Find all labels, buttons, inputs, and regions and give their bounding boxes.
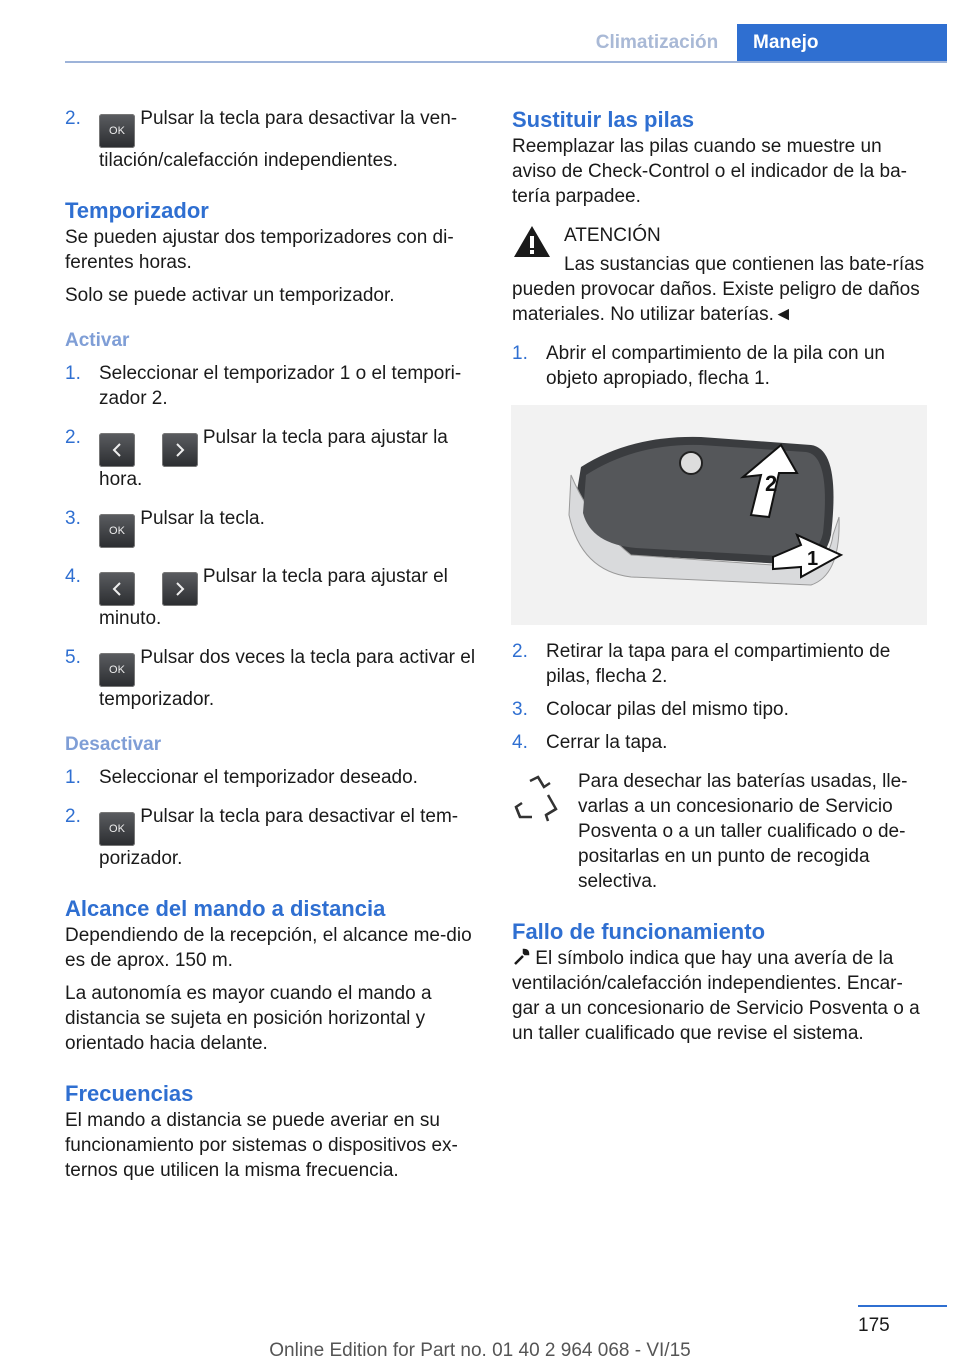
chevron-right-key-icon	[162, 433, 198, 467]
footer-rule	[858, 1305, 947, 1307]
recycle-text: Para desechar las baterías usadas, lle-varlas a un concesionario de Servicio Posventa o a un taller cualificado o de-positarlas en un punto de recogida selectiva.	[578, 771, 908, 892]
section-title-temporizador: Temporizador	[65, 198, 209, 223]
chevron-left-key-icon	[99, 572, 135, 606]
paragraph: Se pueden ajustar dos temporizadores con di-ferentes horas.	[65, 227, 454, 273]
ok-key-icon: OK	[99, 514, 135, 548]
list-item	[512, 639, 927, 689]
left-column	[65, 106, 480, 1183]
paragraph: Solo se puede activar un temporizador.	[65, 285, 395, 306]
subsection-title-desactivar: Desactivar	[65, 734, 162, 755]
section-title-alcance: Alcance del mando a distancia	[65, 896, 386, 921]
list-number: 4.	[65, 566, 81, 587]
list-text: Retirar la tapa para el compartimiento de pilas, flecha 2.	[546, 641, 891, 687]
list-item	[65, 506, 480, 556]
ok-key-icon: OK	[99, 653, 135, 687]
list-number: 4.	[512, 732, 528, 753]
list-item	[65, 804, 480, 871]
chevron-right-key-icon	[162, 572, 198, 606]
chevron-left-key-icon	[99, 433, 135, 467]
paragraph: Dependiendo de la recepción, el alcance me-dio es de aprox. 150 m.	[65, 925, 472, 971]
subsection-title-activar: Activar	[65, 330, 130, 351]
warning-block	[512, 223, 927, 248]
list-text: Pulsar dos veces la tecla para activar el temporizador.	[99, 647, 476, 710]
list-item	[512, 730, 927, 755]
list-item	[65, 765, 480, 790]
tab-climatizacion[interactable]: Climatización	[595, 32, 719, 53]
paragraph: Reemplazar las pilas cuando se muestre un aviso de Check-Control o el indicador de la ba-tería parpadee.	[512, 136, 907, 207]
arrow-2-label: 2	[765, 471, 778, 496]
recycle-icon	[512, 773, 564, 823]
list-number: 2.	[65, 108, 81, 129]
section-title-frecuencias: Frecuencias	[65, 1081, 194, 1106]
list-text: Pulsar la tecla.	[135, 508, 265, 529]
list-text: Colocar pilas del mismo tipo.	[546, 699, 789, 720]
arrow-1-label: 1	[807, 548, 819, 570]
list-number: 1.	[512, 343, 528, 364]
ok-key-icon: OK	[99, 812, 135, 846]
section-title-pilas: Sustituir las pilas	[512, 107, 695, 132]
right-column	[512, 102, 927, 1046]
list-text: Pulsar la tecla para ajustar la hora.	[99, 427, 448, 490]
list-number: 1.	[65, 363, 81, 384]
list-number: 2.	[65, 427, 81, 448]
page-number: 175	[858, 1315, 890, 1336]
paragraph	[512, 946, 927, 1046]
list-number: 5.	[65, 647, 81, 668]
list-item	[65, 425, 480, 492]
list-item	[65, 361, 480, 411]
key-fob-image	[511, 405, 927, 625]
list-text: Pulsar la tecla para desactivar el tem-porizador.	[99, 806, 459, 869]
list-text: Seleccionar el temporizador deseado.	[99, 767, 418, 788]
list-number: 3.	[512, 699, 528, 720]
list-number: 1.	[65, 767, 81, 788]
list-text: Seleccionar el temporizador 1 o el tempori-zador 2.	[99, 363, 462, 409]
list-item	[512, 341, 927, 391]
ok-key-icon: OK	[99, 114, 135, 148]
list-item	[65, 106, 480, 173]
header-rule	[65, 61, 947, 63]
warning-text: Las sustancias que contienen las bate-rías pueden provocar daños. Existe peligro de daños materiales. No utilizar baterías.◄	[512, 254, 925, 325]
list-item	[65, 564, 480, 631]
list-text: Cerrar la tapa.	[546, 732, 668, 753]
paragraph: La autonomía es mayor cuando el mando a distancia se sujeta en posición horizontal y orientado hacia delante.	[65, 983, 432, 1054]
list-number: 2.	[65, 806, 81, 827]
paragraph: El mando a distancia se puede averiar en su funcionamiento por sistemas o dispositivos ex-ternos que utilicen la misma frecuencia.	[65, 1110, 458, 1181]
list-item	[65, 645, 480, 712]
wrench-icon	[512, 948, 530, 966]
recycle-block	[512, 769, 927, 894]
warning-title: ATENCIÓN	[564, 225, 661, 246]
list-text: Abrir el compartimiento de la pila con un objeto apropiado, flecha 1.	[546, 343, 886, 389]
tab-manejo[interactable]: Manejo	[737, 24, 947, 61]
fallo-text: El símbolo indica que hay una avería de la ventilación/calefacción independientes. Encar-gar a un concesionario de Servicio Posventa o a un taller cualificado que revise el sistema.	[512, 948, 920, 1044]
list-text: Pulsar la tecla para desactivar la ven-tilación/calefacción independientes.	[99, 108, 458, 171]
list-item	[512, 697, 927, 722]
list-number: 3.	[65, 508, 81, 529]
list-number: 2.	[512, 641, 528, 662]
warning-icon	[512, 223, 552, 261]
list-text: Pulsar la tecla para ajustar el minuto.	[99, 566, 448, 629]
section-title-fallo: Fallo de funcionamiento	[512, 919, 766, 944]
edition-footer: Online Edition for Part no. 01 40 2 964 068 - VI/15	[269, 1340, 691, 1361]
